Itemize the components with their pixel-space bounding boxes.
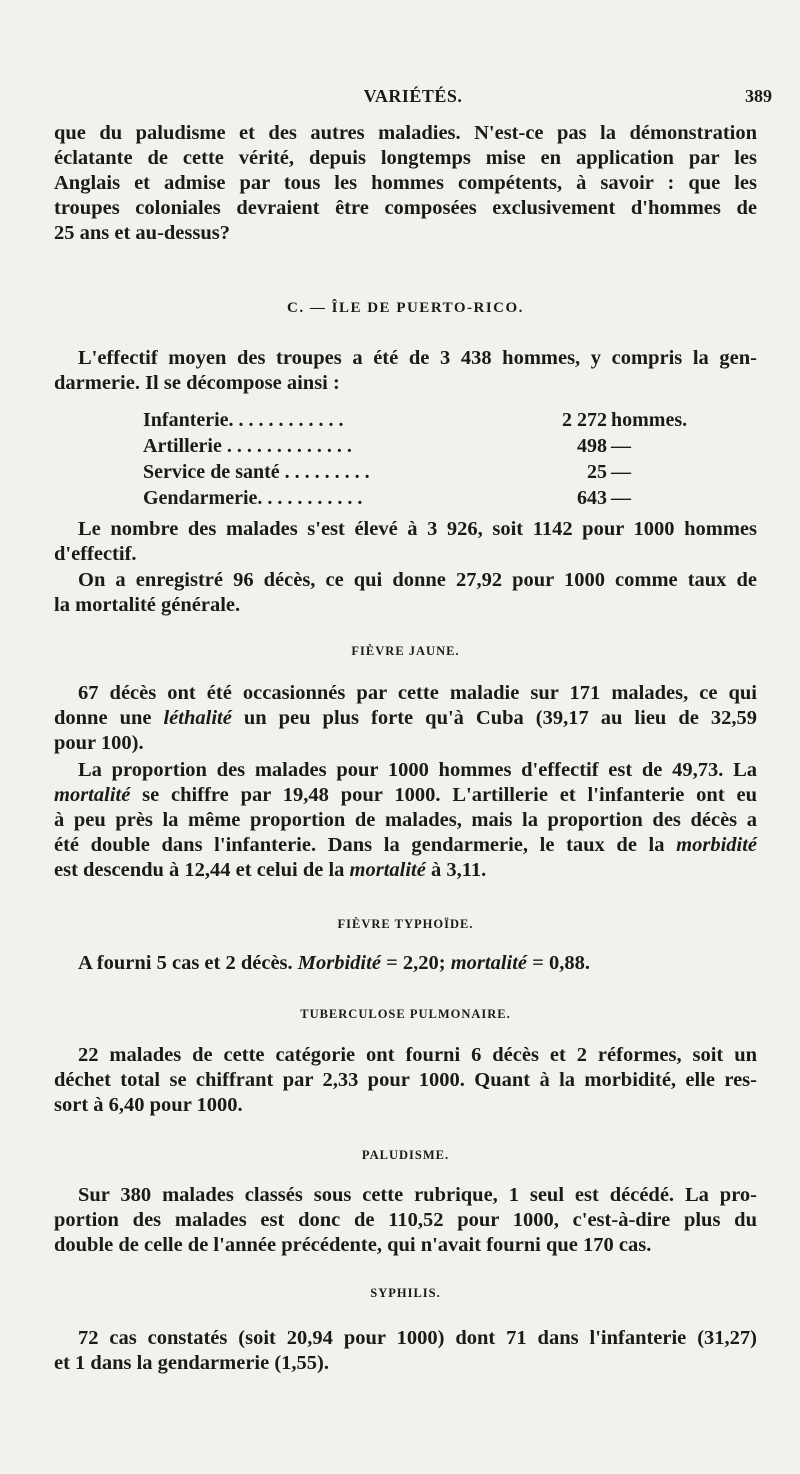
fievre-jaune-paragraph-1 <box>54 681 757 756</box>
table-row <box>143 459 703 485</box>
text-line: sort à 6,40 pour 1000. <box>54 1094 243 1116</box>
text-line: Anglais et admise par tous les hommes compétents, à savoir : que les <box>54 172 757 194</box>
text-line: et 1 dans la gendarmerie (1,55). <box>54 1352 329 1374</box>
row-label: Service de santé . . . . . . . . . <box>143 461 370 483</box>
row-label: Infanterie. . . . . . . . . . . . <box>143 409 344 431</box>
page-header <box>54 86 772 116</box>
fievre-typhoide-paragraph <box>54 951 757 976</box>
table-row <box>143 407 703 433</box>
text-line: est descendu à 12,44 et celui de la mortalité à 3,11. <box>54 859 487 881</box>
subsection-heading: FIÈVRE TYPHOÏDE. <box>337 917 474 931</box>
row-unit: hommes. <box>611 409 688 431</box>
text-line: 67 décès ont été occasionnés par cette maladie sur 171 malades, ce qui <box>78 682 757 704</box>
table-row <box>143 485 703 511</box>
text-line: troupes coloniales devraient être composées exclusivement d'hommes de <box>54 197 757 219</box>
text-line: 72 cas constatés (soit 20,94 pour 1000) dont 71 dans l'infanterie (31,27) <box>78 1327 757 1349</box>
row-value: 643 <box>577 487 607 509</box>
text-line: que du paludisme et des autres maladies. N'est-ce pas la démonstration <box>54 122 757 144</box>
table-row <box>143 433 703 459</box>
deces-paragraph <box>54 568 757 618</box>
running-title: VARIÉTÉS. <box>363 86 463 106</box>
intro-paragraph <box>54 121 757 246</box>
text-line: A fourni 5 cas et 2 décès. Morbidité = 2,20; mortalité = 0,88. <box>78 952 590 974</box>
text-line: été double dans l'infanterie. Dans la gendarmerie, le taux de la morbidité <box>54 834 757 856</box>
row-value: 498 <box>577 435 607 457</box>
troop-table <box>143 407 703 511</box>
text-line: Sur 380 malades classés sous cette rubrique, 1 seul est décédé. La pro- <box>78 1184 757 1206</box>
text-line: mortalité se chiffre par 19,48 pour 1000. L'artillerie et l'infanterie ont eu <box>54 784 757 806</box>
text-line: double de celle de l'année précédente, qui n'avait fourni que 170 cas. <box>54 1234 652 1256</box>
page-number: 389 <box>745 86 772 106</box>
paludisme-paragraph <box>54 1183 757 1258</box>
text-line: 25 ans et au-dessus? <box>54 222 230 244</box>
row-unit: — <box>611 461 631 483</box>
subsection-heading: SYPHILIS. <box>370 1286 441 1300</box>
subsection-heading: FIÈVRE JAUNE. <box>351 644 460 658</box>
tuberculose-paragraph <box>54 1043 757 1118</box>
row-unit: — <box>611 435 631 457</box>
text-line: à peu près la même proportion de malades, mais la proportion des décès a <box>54 809 757 831</box>
malades-paragraph <box>54 517 757 567</box>
text-line: d'effectif. <box>54 543 137 565</box>
text-line: 22 malades de cette catégorie ont fourni 6 décès et 2 réformes, soit un <box>78 1044 757 1066</box>
text-line: portion des malades est donc de 110,52 pour 1000, c'est-à-dire plus du <box>54 1209 757 1231</box>
row-value: 25 <box>587 461 607 483</box>
row-unit: — <box>611 487 631 509</box>
text-line: la mortalité générale. <box>54 594 241 616</box>
subsection-heading: PALUDISME. <box>361 1148 450 1162</box>
effectif-paragraph <box>54 346 757 396</box>
syphilis-paragraph <box>54 1326 757 1376</box>
text-line: pour 100). <box>54 732 144 754</box>
text-line: donne une léthalité un peu plus forte qu'à Cuba (39,17 au lieu de 32,59 <box>54 707 757 729</box>
text-line: On a enregistré 96 décès, ce qui donne 27,92 pour 1000 comme taux de <box>78 569 757 591</box>
text-line: darmerie. Il se décompose ainsi : <box>54 372 340 394</box>
text-line: La proportion des malades pour 1000 hommes d'effectif est de 49,73. La <box>78 759 757 781</box>
subsection-heading: TUBERCULOSE PULMONAIRE. <box>300 1007 511 1021</box>
fievre-jaune-paragraph-2 <box>54 758 757 883</box>
text-line: éclatante de cette vérité, depuis longtemps mise en application par les <box>54 147 757 169</box>
text-line: déchet total se chiffrant par 2,33 pour 1000. Quant à la morbidité, elle res- <box>54 1069 757 1091</box>
row-label: Gendarmerie. . . . . . . . . . . <box>143 487 363 509</box>
text-line: Le nombre des malades s'est élevé à 3 926, soit 1142 pour 1000 hommes <box>78 518 757 540</box>
section-heading: C. — ÎLE DE PUERTO-RICO. <box>287 300 524 316</box>
row-label: Artillerie . . . . . . . . . . . . . <box>143 435 352 457</box>
text-line: L'effectif moyen des troupes a été de 3 438 hommes, y compris la gen- <box>78 347 757 369</box>
row-value: 2 272 <box>562 409 607 431</box>
